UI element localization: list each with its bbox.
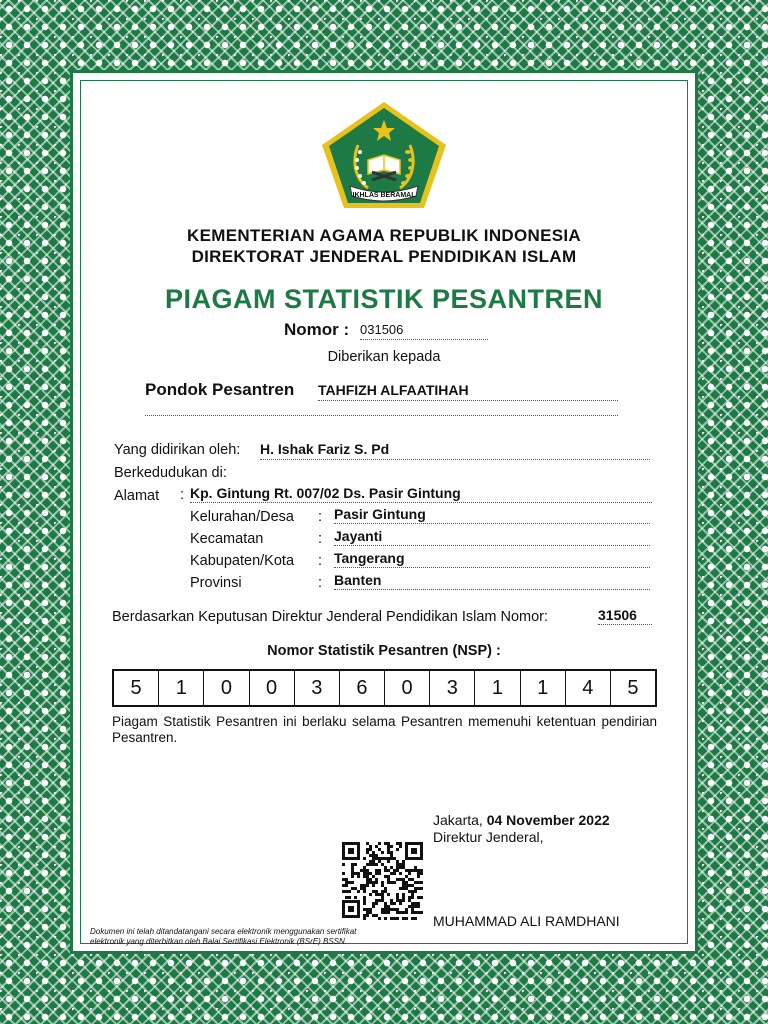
nsp-digit: 0 [385,671,430,705]
signature-date: 04 November 2022 [486,812,610,828]
village-label: Kelurahan/Desa [190,509,294,525]
directorate-name: DIREKTORAT JENDERAL PENDIDIKAN ISLAM [191,247,577,266]
validity-statement: Piagam Statistik Pesantren ini berlaku selama Pesantren memenuhi ketentuan pendirian Pesantren. [112,714,657,745]
kemenag-emblem-icon [320,100,448,210]
regency-value: Tangerang [334,550,650,568]
certificate-title: PIAGAM STATISTIK PESANTREN [164,284,603,314]
nsp-digit: 0 [250,671,295,705]
regency-label: Kabupaten/Kota [190,553,295,569]
nsp-digit: 0 [204,671,249,705]
nsp-digit-box [112,669,657,707]
district-colon: : [318,531,323,547]
pesantren-extra-line [145,404,618,416]
disclaimer-line-1: Dokumen ini telah ditandatangani secara elektronik menggunakan sertifikat [90,927,357,936]
nsp-digit: 4 [566,671,611,705]
decree-label: Berdasarkan Keputusan Direktur Jenderal Pendidikan Islam Nomor: [112,609,549,625]
nsp-digit: 3 [430,671,475,705]
decree-number: 31506 [598,607,652,625]
emblem-motto: IKHLAS BERAMAL [352,192,416,199]
founder-name: H. Ishak Fariz S. Pd [260,441,650,460]
signer-name: MUHAMMAD ALI RAMDHANI [433,913,620,929]
address-label: Alamat [114,488,160,504]
address-value: Kp. Gintung Rt. 007/02 Ds. Pasir Gintung [190,485,652,503]
village-value: Pasir Gintung [334,506,650,524]
nsp-digit: 1 [521,671,566,705]
nsp-digit: 6 [340,671,385,705]
founder-label: Yang didirikan oleh: [114,442,241,458]
pesantren-name: TAHFIZH ALFAATIHAH [318,382,618,401]
nsp-digit: 5 [114,671,159,705]
ministry-name: KEMENTERIAN AGAMA REPUBLIK INDONESIA [187,226,581,245]
nsp-digit: 5 [627,676,639,699]
pesantren-label: Pondok Pesantren [145,380,295,399]
village-colon: : [318,509,323,525]
regency-colon: : [318,553,323,569]
disclaimer-line-2: elektronik yang diterbitkan oleh Balai Sertifikasi Elektronik (BSrE) BSSN. [90,937,347,946]
nsp-digit: 3 [295,671,340,705]
domicile-label: Berkedudukan di: [114,465,227,481]
address-colon: : [180,487,185,503]
nsp-label: Nomor Statistik Pesantren (NSP) : [267,643,501,659]
given-to-text: Diberikan kepada [327,349,441,365]
nomor-label: Nomor : [284,320,350,339]
e-signature-disclaimer [90,927,356,947]
province-colon: : [318,575,323,591]
signer-position: Direktur Jenderal, [433,829,544,845]
nsp-digit: 1 [475,671,520,705]
province-value: Banten [334,572,650,590]
qr-code-icon [340,840,425,920]
nomor-value: 031506 [360,322,488,340]
signature-place: Jakarta, [433,812,483,828]
district-value: Jayanti [334,528,650,546]
province-label: Provinsi [190,575,242,591]
district-label: Kecamatan [190,531,264,547]
nsp-digit: 1 [159,671,204,705]
